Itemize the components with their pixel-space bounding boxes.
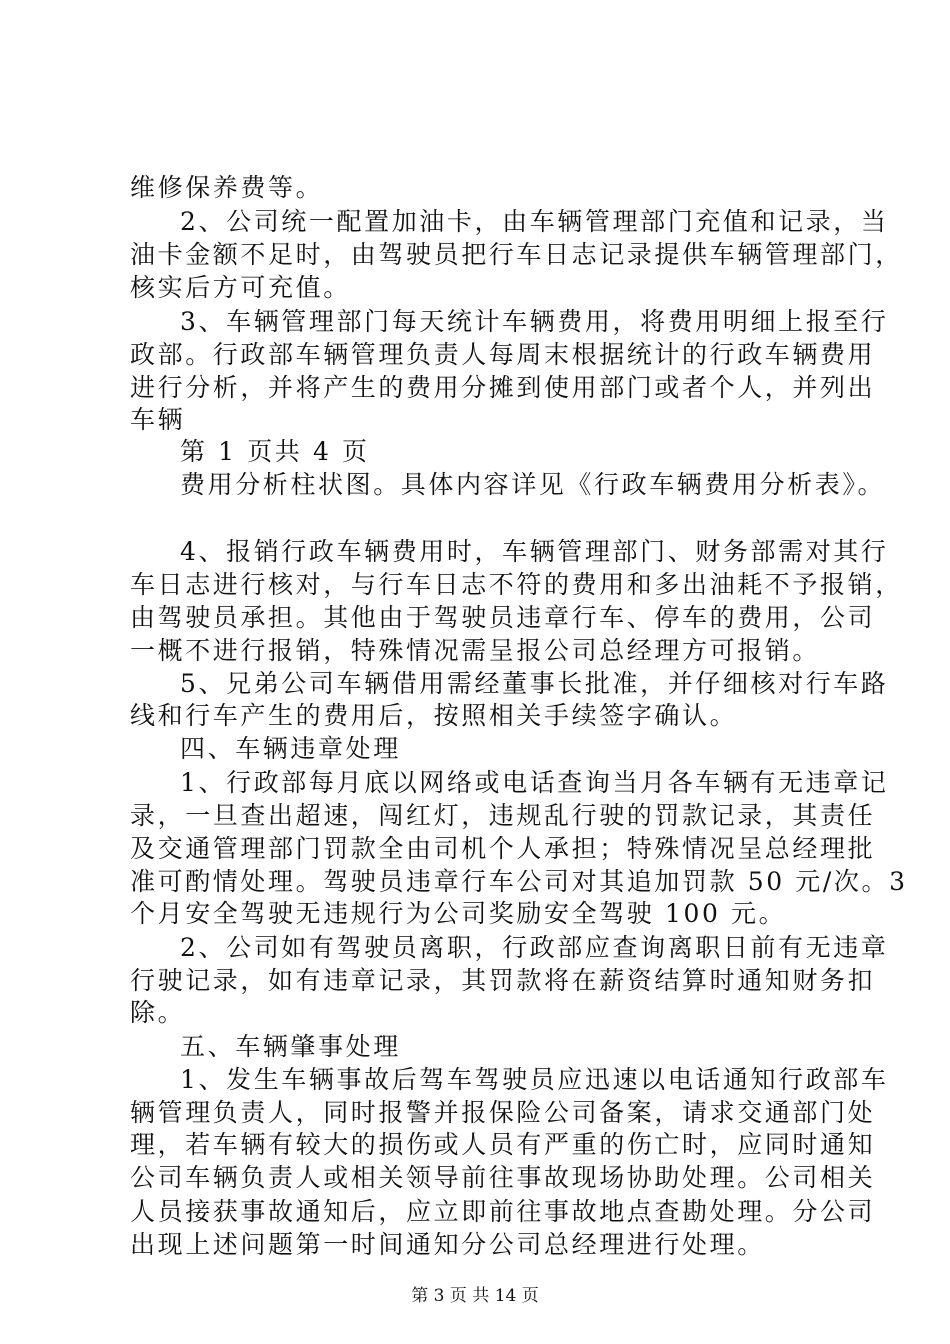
text-line: 车辆 <box>130 405 186 434</box>
text-line: 费用分析柱状图。具体内容详见《行政车辆费用分析表》。 <box>180 470 886 499</box>
text-line: 一概不进行报销，特殊情况需呈报公司总经理方可报销。 <box>130 636 821 665</box>
text-line: 车日志进行核对，与行车日志不符的费用和多出油耗不予报销， <box>130 570 903 599</box>
text-line: 个月安全驾驶无违规行为公司奖励安全驾驶 100 元。 <box>130 899 787 928</box>
text-line: 4、报销行政车辆费用时，车辆管理部门、财务部需对其行 <box>180 537 889 566</box>
text-line: 准可酌情处理。驾驶员违章行车公司对其追加罚款 50 元/次。3 <box>130 867 908 896</box>
text-line: 理，若车辆有较大的损伤或人员有严重的伤亡时，应同时通知 <box>130 1130 876 1159</box>
text-line: 辆管理负责人，同时报警并报保险公司备案，请求交通部门处 <box>130 1098 876 1127</box>
text-line: 5、兄弟公司车辆借用需经董事长批准，并仔细核对行车路 <box>180 669 889 698</box>
text-line: 1、发生车辆事故后驾车驾驶员应迅速以电话通知行政部车 <box>180 1065 889 1094</box>
text-line: 人员接获事故通知后，应立即前往事故地点查勘处理。分公司 <box>130 1197 876 1226</box>
text-line: 行驶记录，如有违章记录，其罚款将在薪资结算时通知财务扣 <box>130 966 876 995</box>
text-line: 线和行车产生的费用后，按照相关手续签字确认。 <box>130 701 738 730</box>
text-line: 核实后方可充值。 <box>130 273 351 302</box>
text-line: 公司车辆负责人或相关领导前往事故现场协助处理。公司相关 <box>130 1163 876 1192</box>
text-line: 及交通管理部门罚款全由司机个人承担；特殊情况呈总经理批 <box>130 834 876 863</box>
text-line: 除。 <box>130 998 186 1027</box>
text-line: 由驾驶员承担。其他由于驾驶员违章行车、停车的费用，公司 <box>130 603 876 632</box>
text-line: 1、行政部每月底以网络或电话查询当月各车辆有无违章记 <box>180 768 889 797</box>
inner-page-marker: 第 1 页共 4 页 <box>180 437 370 466</box>
section-heading: 五、车辆肇事处理 <box>180 1032 401 1061</box>
text-line: 2、公司如有驾驶员离职，行政部应查询离职日前有无违章 <box>180 933 889 962</box>
section-heading: 四、车辆违章处理 <box>180 734 401 763</box>
text-line: 油卡金额不足时，由驾驶员把行车日志记录提供车辆管理部门， <box>130 240 903 269</box>
text-line: 出现上述问题第一时间通知分公司总经理进行处理。 <box>130 1230 765 1259</box>
text-line: 录，一旦查出超速，闯红灯，违规乱行驶的罚款记录，其责任 <box>130 801 876 830</box>
text-line: 2、公司统一配置加油卡，由车辆管理部门充值和记录，当 <box>180 207 889 236</box>
text-line: 进行分析，并将产生的费用分摊到使用部门或者个人，并列出 <box>130 373 876 402</box>
text-line: 3、车辆管理部门每天统计车辆费用，将费用明细上报至行 <box>180 307 889 336</box>
text-line: 政部。行政部车辆管理负责人每周末根据统计的行政车辆费用 <box>130 340 876 369</box>
text-line: 维修保养费等。 <box>130 173 324 202</box>
page-footer: 第 3 页 共 14 页 <box>411 1286 539 1306</box>
